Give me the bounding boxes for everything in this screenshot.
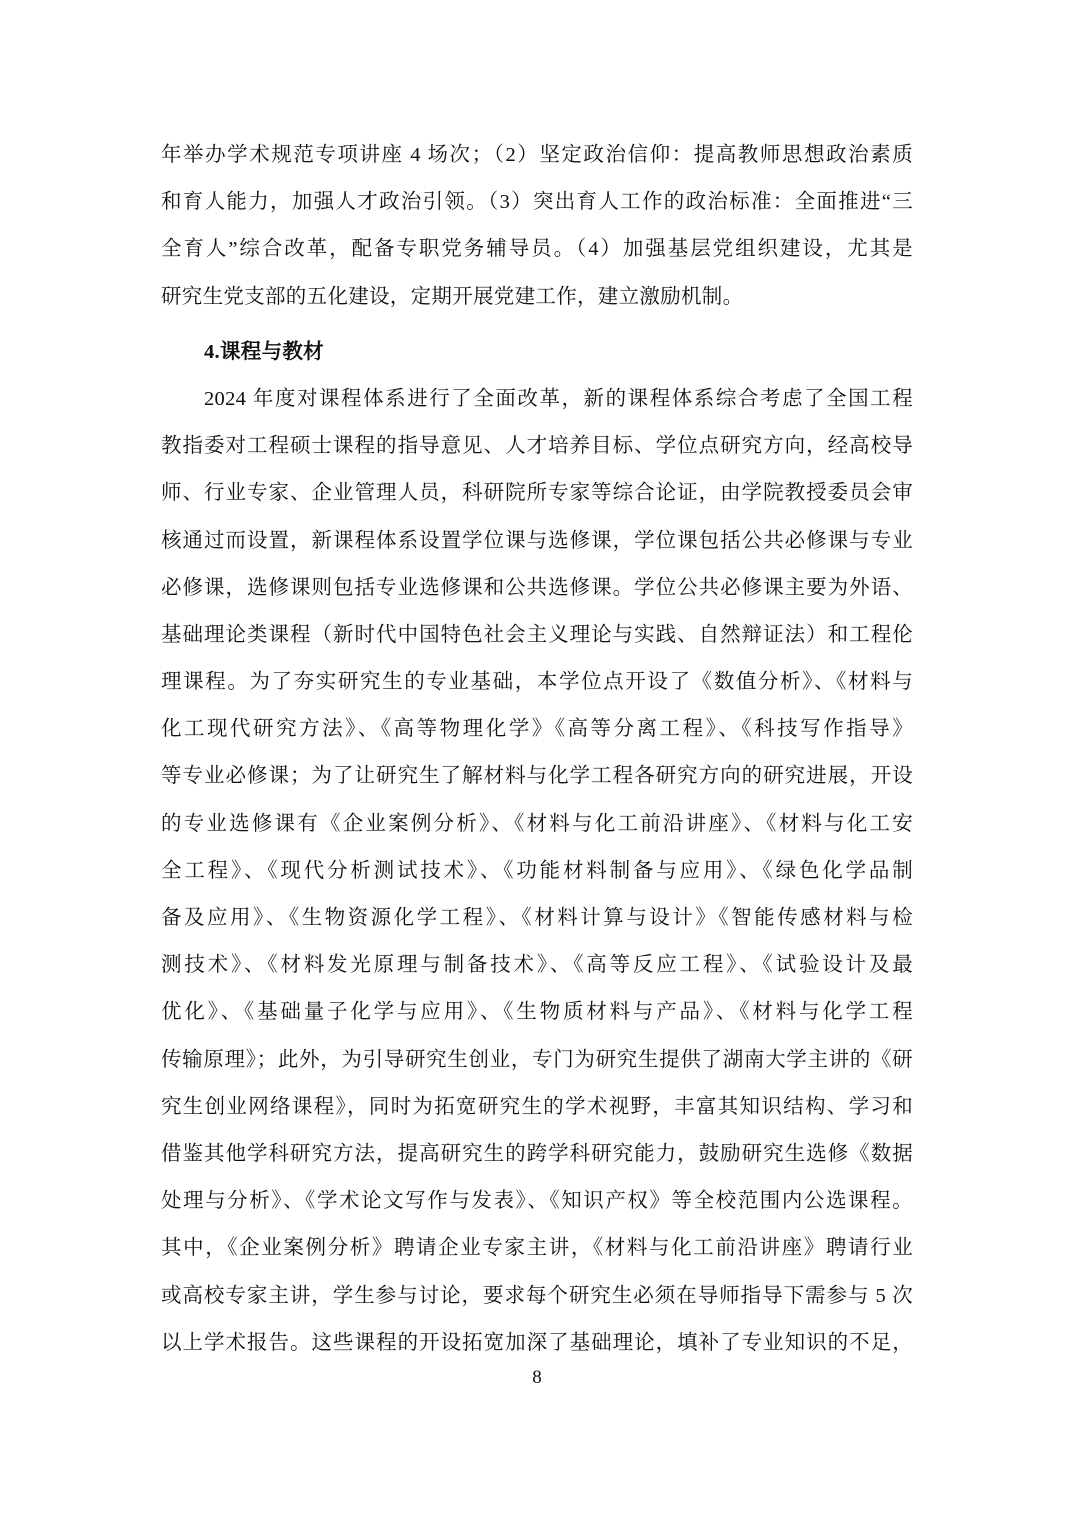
paragraph-line: 必修课，选修课则包括专业选修课和公共选修课。学位公共必修课主要为外语、 xyxy=(161,576,913,599)
paragraph-line: 优化》、《基础量子化学与应用》、《生物质材料与产品》、《材料与化学工程 xyxy=(161,1001,913,1024)
paragraph-line: 师、行业专家、企业管理人员，科研院所专家等综合论证，由学院教授委员会审 xyxy=(161,482,913,505)
paragraph-line: 年举办学术规范专项讲座 4 场次；（2）坚定政治信仰：提高教师思想政治素质 xyxy=(161,144,913,166)
section-heading: 4.课程与教材 xyxy=(204,340,324,363)
paragraph-line: 核通过而设置，新课程体系设置学位课与选修课，学位课包括公共必修课与专业 xyxy=(161,529,913,552)
paragraph-line: 究生创业网络课程》，同时为拓宽研究生的学术视野，丰富其知识结构、学习和 xyxy=(161,1095,913,1118)
paragraph-line: 2024 年度对课程体系进行了全面改革，新的课程体系综合考虑了全国工程 xyxy=(204,387,913,410)
paragraph-line: 等专业必修课；为了让研究生了解材料与化学工程各研究方向的研究进展，开设 xyxy=(161,765,913,788)
paragraph-line: 以上学术报告。这些课程的开设拓宽加深了基础理论，填补了专业知识的不足， xyxy=(161,1331,913,1354)
paragraph-line: 传输原理》；此外，为引导研究生创业，专门为研究生提供了湖南大学主讲的《研 xyxy=(161,1048,913,1071)
paragraph-line: 基础理论类课程（新时代中国特色社会主义理论与实践、自然辩证法）和工程伦 xyxy=(161,623,913,646)
paragraph-line: 的专业选修课有《企业案例分析》、《材料与化工前沿讲座》、《材料与化工安 xyxy=(161,812,913,835)
paragraph-line: 备及应用》、《生物资源化学工程》、《材料计算与设计》《智能传感材料与检 xyxy=(161,907,913,929)
paragraph-line: 化工现代研究方法》、《高等物理化学》《高等分离工程》、《科技写作指导》 xyxy=(161,718,913,741)
paragraph-line: 处理与分析》、《学术论文写作与发表》、《知识产权》等全校范围内公选课程。 xyxy=(161,1190,913,1213)
paragraph-line: 和育人能力，加强人才政治引领。（3）突出育人工作的政治标准：全面推进“三 xyxy=(161,191,913,214)
paragraph-line: 测技术》、《材料发光原理与制备技术》、《高等反应工程》、《试验设计及最 xyxy=(161,954,913,977)
paragraph-line: 全工程》、《现代分析测试技术》、《功能材料制备与应用》、《绿色化学品制 xyxy=(161,859,913,882)
paragraph-line: 教指委对工程硕士课程的指导意见、人才培养目标、学位点研究方向，经高校导 xyxy=(161,435,913,458)
page-number: 8 xyxy=(532,1367,542,1388)
paragraph-line: 或高校专家主讲，学生参与讨论，要求每个研究生必须在导师指导下需参与 5 次 xyxy=(161,1284,913,1307)
paragraph-line: 研究生党支部的五化建设，定期开展党建工作，建立激励机制。 xyxy=(161,285,744,308)
text-block xyxy=(161,132,913,1367)
paragraph-line: 借鉴其他学科研究方法，提高研究生的跨学科研究能力，鼓励研究生选修《数据 xyxy=(161,1142,913,1165)
paragraph-line: 理课程。为了夯实研究生的专业基础，本学位点开设了《数值分析》、《材料与 xyxy=(161,671,913,694)
paragraph-line: 全育人”综合改革，配备专职党务辅导员。（4）加强基层党组织建设，尤其是 xyxy=(161,238,913,261)
paragraph-line: 其中，《企业案例分析》聘请企业专家主讲，《材料与化工前沿讲座》聘请行业 xyxy=(161,1237,913,1260)
